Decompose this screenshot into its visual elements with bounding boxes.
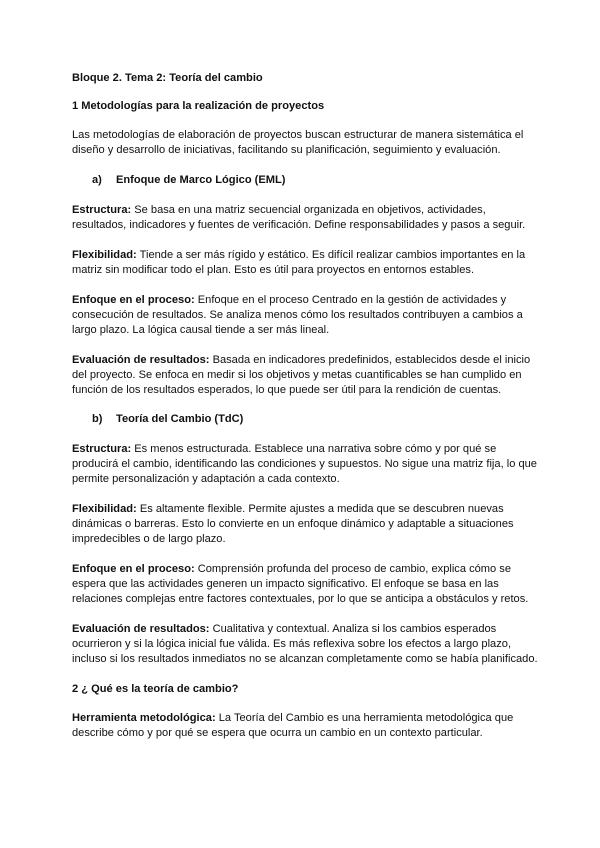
tdc-enfoque-text: Comprensión profunda del proceso de cambio, explica cómo se espera que las actividades generen un impacto significativo. El enfoque se basa en las relaciones complejas entre factores contextuales, por lo que se anticipa a obstáculos y retos. bbox=[72, 563, 529, 605]
herramienta-label: Herramienta metodológica: bbox=[72, 712, 216, 724]
eml-flexibilidad-text: Tiende a ser más rígido y estático. Es difícil realizar cambios importantes en la matriz sin modificar todo el plan. Esto es útil para proyectos en entornos estables. bbox=[72, 249, 526, 276]
eml-evaluacion-text: Basada en indicadores predefinidos, establecidos desde el inicio del proyecto. Se enfoca en medir si los objetivos y metas cuantificables se han cumplido en función de los resultados esperados, lo que puede ser útil para la rendición de cuentas. bbox=[72, 354, 531, 396]
tdc-enfoque-paragraph bbox=[72, 562, 540, 607]
section-2-heading: 2 ¿ Qué es la teoría de cambio? bbox=[72, 683, 239, 695]
tdc-heading-text: Teoría del Cambio (TdC) bbox=[116, 413, 244, 425]
eml-evaluacion-label: Evaluación de resultados: bbox=[72, 354, 210, 366]
tdc-flexibilidad-text: Es altamente flexible. Permite ajustes a medida que se descubren nuevas dinámicas o barreras. Esto lo convierte en un enfoque dinámico y adaptable a situaciones impredecibles o de largo plazo. bbox=[72, 503, 514, 545]
eml-estructura-label: Estructura: bbox=[72, 204, 132, 216]
section-2-paragraph bbox=[72, 711, 540, 741]
herramienta-text: La Teoría del Cambio es una herramienta metodológica que describe cómo y por qué se espera que ocurra un cambio en un contexto particular. bbox=[72, 712, 514, 739]
eml-enfoque-label: Enfoque en el proceso: bbox=[72, 294, 195, 306]
eml-evaluacion-paragraph bbox=[72, 353, 540, 398]
eml-heading-text: Enfoque de Marco Lógico (EML) bbox=[116, 174, 286, 186]
section-1-heading: 1 Metodologías para la realización de proyectos bbox=[72, 100, 325, 112]
eml-subheading bbox=[72, 173, 540, 188]
eml-estructura-paragraph bbox=[72, 203, 540, 233]
tdc-evaluacion-label: Evaluación de resultados: bbox=[72, 623, 210, 635]
tdc-estructura-text: Es menos estructurada. Establece una narrativa sobre cómo y por qué se producirá el cambio, identificando las condiciones y supuestos. No sigue una matriz fija, lo que permite personalización y adaptación a cada contexto. bbox=[72, 443, 537, 485]
tdc-flexibilidad-paragraph bbox=[72, 502, 540, 547]
tdc-enfoque-label: Enfoque en el proceso: bbox=[72, 563, 195, 575]
eml-marker: a) bbox=[92, 174, 102, 186]
tdc-evaluacion-text: Cualitativa y contextual. Analiza si los cambios esperados ocurrieron y si la lógica inicial fue válida. Es más reflexiva sobre los efectos a largo plazo, incluso si los resultados inmediatos no se alcanzan completamente como se había planificado. bbox=[72, 623, 538, 665]
tdc-estructura-paragraph bbox=[72, 442, 540, 487]
tdc-estructura-label: Estructura: bbox=[72, 443, 132, 455]
eml-estructura-text: Se basa en una matriz secuencial organizada en objetivos, actividades, resultados, indicadores y fuentes de verificación. Define responsabilidades y pasos a seguir. bbox=[72, 204, 526, 231]
tdc-evaluacion-paragraph bbox=[72, 622, 540, 667]
eml-flexibilidad-paragraph bbox=[72, 248, 540, 278]
eml-enfoque-text: Enfoque en el proceso Centrado en la gestión de actividades y consecución de resultados. Se analiza menos cómo los resultados contribuyen a cambios a largo plazo. La lógica causal tiende a ser más lineal. bbox=[72, 294, 523, 336]
tdc-flexibilidad-label: Flexibilidad: bbox=[72, 503, 137, 515]
tdc-subheading bbox=[72, 412, 540, 427]
intro-paragraph: Las metodologías de elaboración de proyectos buscan estructurar de manera sistemática el diseño y desarrollo de iniciativas, facilitando su planificación, seguimiento y evaluación. bbox=[72, 129, 524, 156]
tdc-marker: b) bbox=[92, 413, 103, 425]
eml-flexibilidad-label: Flexibilidad: bbox=[72, 249, 137, 261]
eml-enfoque-paragraph bbox=[72, 293, 540, 338]
document-title: Bloque 2. Tema 2: Teoría del cambio bbox=[72, 72, 263, 84]
